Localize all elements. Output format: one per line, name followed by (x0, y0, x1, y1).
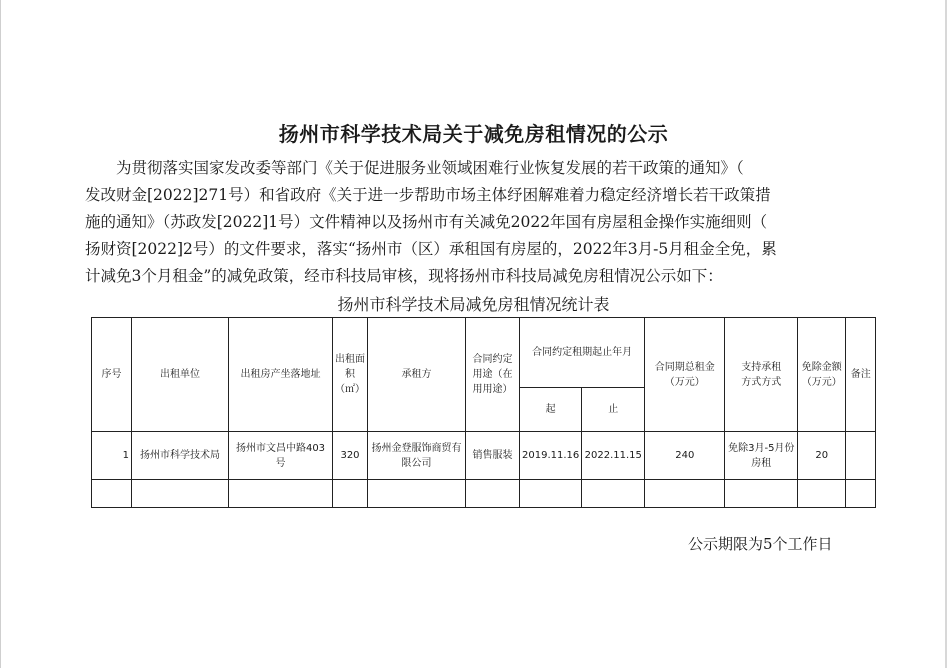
paragraph-line: 发改财金[2022]271号）和省政府《关于进一步帮助市场主体纾困解难着力稳定经济增长若干政策措 (85, 186, 771, 204)
paragraph-line: 施的通知》（苏政发[2022]1号）文件精神以及扬州市有关减免2022年国有房屋租金操作实施细则（ (85, 213, 768, 231)
header-start: 起 (520, 388, 582, 432)
cell-tenant: 扬州金登服饰商贸有限公司 (368, 432, 466, 480)
header-exempt: 免除金额（万元） (798, 318, 846, 432)
rent-statistics-table (91, 317, 876, 508)
header-seq: 序号 (92, 318, 132, 432)
table-title: 扬州市科学技术局减免房租情况统计表 (337, 295, 610, 314)
cell-area: 320 (333, 432, 368, 480)
header-total-rent: 合同期总租金（万元） (645, 318, 725, 432)
document-title: 扬州市科学技术局关于减免房租情况的公示 (278, 122, 669, 146)
header-end: 止 (582, 388, 645, 432)
header-method: 支持承租 方式方式 (725, 318, 798, 432)
paragraph-line: 计减免3个月租金”的减免政策，经市科技局审核，现将扬州市科技局减免房租情况公示如下： (85, 267, 723, 285)
table-row (92, 432, 876, 480)
cell-lessor: 扬州市科学技术局 (132, 432, 229, 480)
cell-address: 扬州市文昌中路403号 (229, 432, 333, 480)
header-period: 合同约定租期起止年月 (520, 318, 645, 388)
cell-exempt: 20 (798, 432, 846, 480)
cell-usage: 销售服装 (466, 432, 520, 480)
cell-end: 2022.11.15 (582, 432, 645, 480)
header-address: 出租房产坐落地址 (229, 318, 333, 432)
header-tenant: 承租方 (368, 318, 466, 432)
table-empty-row (92, 480, 876, 508)
header-lessor: 出租单位 (132, 318, 229, 432)
cell-start: 2019.11.16 (520, 432, 582, 480)
cell-seq: 1 (92, 432, 132, 480)
cell-method: 免除3月-5月份房租 (725, 432, 798, 480)
publicity-period-note: 公示期限为5个工作日 (688, 535, 833, 553)
table-header-row (92, 318, 876, 388)
cell-remark (846, 432, 876, 480)
header-area: 出租面积（㎡） (333, 318, 368, 432)
header-usage: 合同约定用途（在用用途） (466, 318, 520, 432)
page-edge-left (0, 0, 1, 668)
paragraph-line: 扬财资[2022]2号）的文件要求，落实“扬州市（区）承租国有房屋的，2022年3月-5月租金全免，累 (85, 240, 777, 258)
paragraph-line: 为贯彻落实国家发改委等部门《关于促进服务业领域困难行业恢复发展的若干政策的通知》（ (116, 159, 744, 177)
intro-paragraph (85, 155, 875, 290)
header-remark: 备注 (846, 318, 876, 432)
cell-total-rent: 240 (645, 432, 725, 480)
